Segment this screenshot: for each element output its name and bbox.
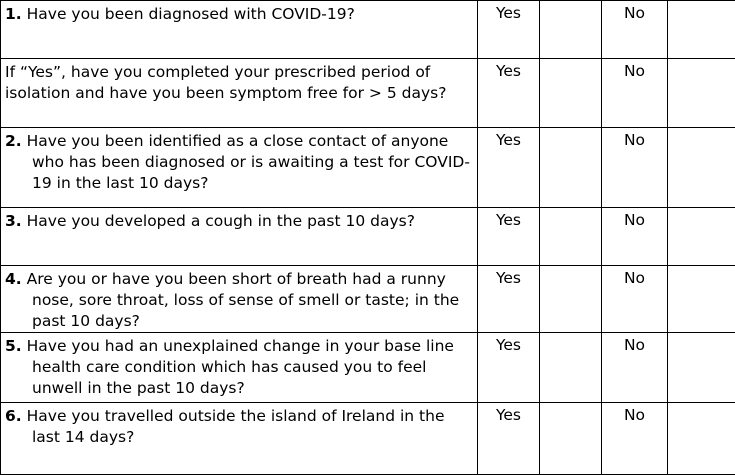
yes-answer-box[interactable] [540, 333, 602, 403]
question-number: 1. [5, 5, 22, 23]
table-row [1, 208, 735, 266]
question-text: Have you developed a cough in the past 10 days? [22, 212, 415, 230]
question-text: If “Yes”, have you completed your prescribed period of isolation and have you been symptom free for > 5 days? [5, 62, 473, 104]
question-cell [1, 1, 478, 59]
no-answer-box[interactable] [668, 59, 735, 128]
no-label: No [602, 59, 668, 128]
no-answer-box[interactable] [668, 1, 735, 59]
no-label: No [602, 266, 668, 333]
question-text: Have you been diagnosed with COVID-19? [22, 5, 355, 23]
no-label: No [602, 128, 668, 208]
no-answer-box[interactable] [668, 128, 735, 208]
question-text: Have you travelled outside the island of Ireland in the last 14 days? [22, 407, 445, 446]
no-label: No [602, 333, 668, 403]
table-row [1, 333, 735, 403]
table-row [1, 128, 735, 208]
no-label: No [602, 208, 668, 266]
yes-label: Yes [478, 208, 540, 266]
question-number: 5. [5, 337, 22, 355]
table-row [1, 266, 735, 333]
yes-label: Yes [478, 128, 540, 208]
yes-answer-box[interactable] [540, 208, 602, 266]
question-number: 4. [5, 270, 22, 288]
question-cell [1, 208, 478, 266]
question-text: Have you been identified as a close contact of anyone who has been diagnosed or is awaiting a test for COVID-19 in the last 10 days? [22, 132, 470, 192]
no-answer-box[interactable] [668, 208, 735, 266]
question-cell [1, 403, 478, 475]
yes-answer-box[interactable] [540, 403, 602, 475]
yes-answer-box[interactable] [540, 266, 602, 333]
question-text: Are you or have you been short of breath had a runny nose, sore throat, loss of sense of smell or taste; in the past 10 days? [22, 270, 460, 330]
table-row [1, 1, 735, 59]
question-cell [1, 266, 478, 333]
yes-label: Yes [478, 266, 540, 333]
question-cell [1, 333, 478, 403]
question-text: Have you had an unexplained change in your base line health care condition which has caused you to feel unwell in the past 10 days? [22, 337, 454, 397]
question-number: 2. [5, 132, 22, 150]
no-label: No [602, 1, 668, 59]
question-cell [1, 128, 478, 208]
no-answer-box[interactable] [668, 333, 735, 403]
no-answer-box[interactable] [668, 403, 735, 475]
table-row [1, 403, 735, 475]
no-label: No [602, 403, 668, 475]
yes-answer-box[interactable] [540, 59, 602, 128]
question-cell [1, 59, 478, 128]
yes-answer-box[interactable] [540, 1, 602, 59]
yes-label: Yes [478, 403, 540, 475]
question-number: 6. [5, 407, 22, 425]
no-answer-box[interactable] [668, 266, 735, 333]
yes-label: Yes [478, 1, 540, 59]
yes-answer-box[interactable] [540, 128, 602, 208]
question-number: 3. [5, 212, 22, 230]
yes-label: Yes [478, 59, 540, 128]
table-row [1, 59, 735, 128]
yes-label: Yes [478, 333, 540, 403]
